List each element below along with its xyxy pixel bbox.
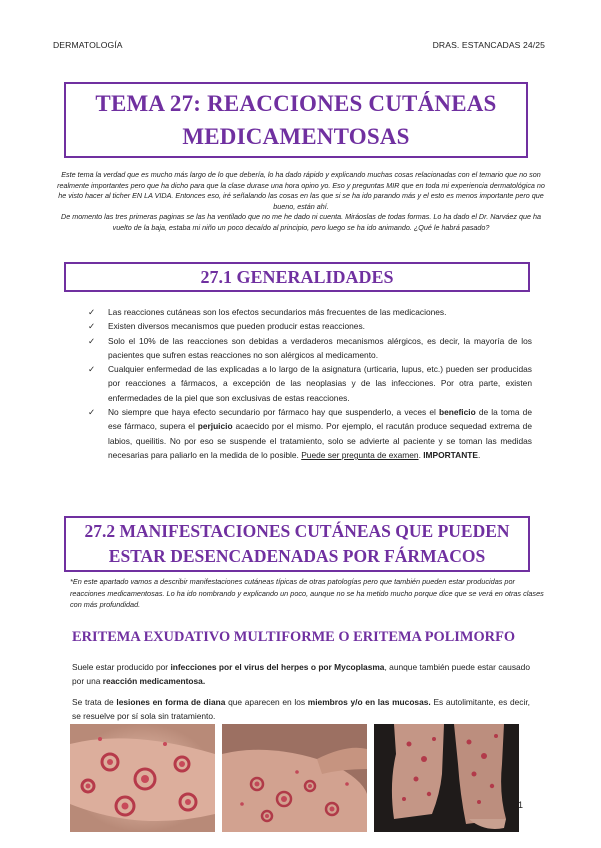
bullet-text: Cualquier enfermedad de las explicadas a lo largo de la asignatura (urticaria, lupus, etc.) pueden ser producidas por reacciones a fármacos, a excepción de las neoplasias y de las infecciones. Por otra parte, existen enfermedades de la piel que son exclusivas de estas reacciones. xyxy=(108,364,532,403)
hands-photo-illustration xyxy=(374,724,519,832)
bullet-item xyxy=(88,405,532,462)
bullet-text: Existen diversos mecanismos que pueden producir estas reacciones. xyxy=(108,321,365,332)
generalidades-bullet-list xyxy=(88,305,532,462)
intro-paragraph-2: De momento las tres primeras paginas se las ha ventilado que no me he dado ni cuenta. Miráoslas de todas formas. Lo ha dado el Dr. Narváez que ha vuelto de la baja, estaba mi niño un poco decaído al principio, pero luego se ha ido animando. ¿Qué le habrá pasado? xyxy=(61,212,541,232)
bullet-item xyxy=(88,334,532,363)
checkmark-icon: ✓ xyxy=(88,335,96,346)
checkmark-icon: ✓ xyxy=(88,407,96,418)
bullet-text-part: acaecido por el mismo. Por ejemplo, el racután produce sequedad extrema de labios, queilitis. No por eso se suspende el tratamiento, solo se advierte al paciente y se toman las medidas necesarias para paliarlo en la medida de lo posible. xyxy=(108,421,532,460)
intro-paragraph-1: Este tema la verdad que es mucho más largo de lo que debería, lo ha dado rápido y explicando muchas cosas relacionadas con el temario que no son realmente importantes pero que ha dicho para que la clase durase una hora opino yo. Eso y preguntas MIR que en toda mi experiencia dermatológica no he visto hacer al ticher EN LA VIDA. Entonces eso, iré señalando las cosas en las que si se ha ido parando más y el esto es menos importante pero que bueno, están ahí. xyxy=(57,170,545,211)
bold-term-beneficio: beneficio xyxy=(438,407,476,418)
importante-label: IMPORTANTE xyxy=(423,449,478,460)
bullet-item xyxy=(88,362,532,405)
bullet-text: Las reacciones cutáneas son los efectos secundarios más frecuentes de las medicaciones. xyxy=(108,307,447,317)
section-generalidades-title: 27.1 GENERALIDADES xyxy=(200,266,394,287)
subsection-heading: ERITEMA EXUDATIVO MULTIFORME O ERITEMA POLIMORFO xyxy=(72,629,516,645)
section-generalidades-box xyxy=(64,262,530,292)
bullet-item xyxy=(88,319,532,333)
para-text: que aparecen en los xyxy=(225,697,308,707)
page-title xyxy=(95,87,496,153)
exam-warning: Puede ser pregunta de examen xyxy=(301,449,419,460)
page-number: 1 xyxy=(518,800,524,810)
bullet-text-part: de la toma de ese fármaco, supera el xyxy=(108,407,532,432)
clinical-photo-arm-target-lesions xyxy=(70,724,215,832)
checkmark-icon: ✓ xyxy=(88,307,96,317)
bullet-text-part: . xyxy=(477,449,481,460)
arm-photo-illustration xyxy=(70,724,215,832)
para-text: , aunque también puede estar causado por una xyxy=(72,662,530,687)
running-header-subject: DERMATOLOGÍA xyxy=(53,40,123,50)
bullet-text-part: No siempre que haya efecto secundario por fármaco hay que suspenderlo, a veces el xyxy=(108,407,439,418)
clinical-photo-hands-target-lesions xyxy=(374,724,519,832)
section-manifestaciones-line1: 27.2 MANIFESTACIONES CUTÁNEAS QUE PUEDEN xyxy=(84,521,510,541)
bullet-text: Solo el 10% de las reacciones son debidas a verdaderos mecanismos alérgicos, es decir, la mayoría de los pacientes que sufren estas reacciones no son alérgicos al medicamento. xyxy=(108,335,532,360)
page-title-line2: MEDICAMENTOSAS xyxy=(182,124,410,149)
para-text: Es autolimitante, es decir, se resuelve por sí sola sin tratamiento. xyxy=(72,697,530,722)
hand-photo-illustration xyxy=(222,724,367,832)
bold-text: miembros y/o en las mucosas. xyxy=(307,697,431,707)
section-manifestaciones-line2: ESTAR DESENCADENADAS POR FÁRMACOS xyxy=(108,546,486,566)
subsection-paragraph-2 xyxy=(72,695,530,724)
bullet-item xyxy=(88,305,532,319)
bold-text: infecciones por el virus del herpes o por Mycoplasma xyxy=(170,662,385,672)
section-note: *En este apartado vamos a describir manifestaciones cutáneas típicas de otras patologías pero que también pueden estar producidas por reacciones medicamentosas. Lo ha ido nombrando y explicando un poco, aunque no se ha metido mucho porque dice que se verá en otras clases con más profundidad. xyxy=(70,577,544,609)
bold-text: lesiones en forma de diana xyxy=(116,697,226,707)
para-text: Se trata de xyxy=(72,697,117,707)
para-text: Suele estar producido por xyxy=(72,662,171,672)
checkmark-icon: ✓ xyxy=(88,321,96,332)
bold-term-perjuicio: perjuicio xyxy=(197,421,233,432)
bullet-text-part: . xyxy=(418,449,424,460)
clinical-photo-hand-target-lesions xyxy=(222,724,367,832)
intro-note xyxy=(56,170,546,234)
section-manifestaciones-box xyxy=(64,516,530,572)
checkmark-icon: ✓ xyxy=(88,364,96,375)
title-box xyxy=(64,82,528,158)
bold-text: reacción medicamentosa. xyxy=(102,676,206,687)
section-manifestaciones-title xyxy=(84,519,509,569)
subsection-paragraph-1 xyxy=(72,660,530,689)
running-header-authors: DRAS. ESTANCADAS 24/25 xyxy=(432,40,545,50)
page-title-line1: TEMA 27: REACCIONES CUTÁNEAS xyxy=(95,91,497,116)
